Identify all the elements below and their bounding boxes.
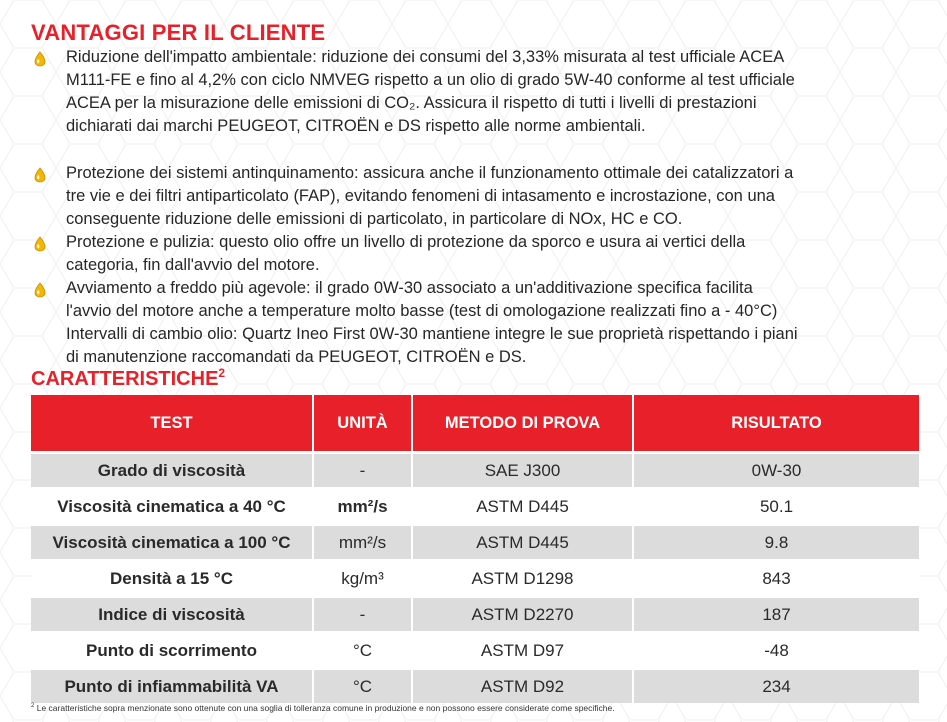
- table-row: [31, 525, 919, 561]
- benefit-line: Riduzione dell'impatto ambientale: riduzione dei consumi del 3,33% misurata al test ufficiale ACEA: [66, 48, 785, 66]
- table-row: [31, 453, 919, 489]
- benefit-item: [31, 231, 911, 277]
- cell-method: ASTM D445: [412, 489, 633, 525]
- section-title-benefits: VANTAGGI PER IL CLIENTE: [31, 20, 326, 45]
- cell-method: ASTM D92: [412, 669, 633, 704]
- cell-test: Viscosità cinematica a 40 °C: [31, 489, 313, 525]
- cell-method: SAE J300: [412, 453, 633, 489]
- benefit-line: l'avvio del motore anche a temperature molto basse (test di omologazione realizzati fino a - 40°C): [66, 302, 778, 320]
- table-row: [31, 489, 919, 525]
- footnote-text: Le caratteristiche sopra menzionate sono ottenute con una soglia di tolleranza comune in produzione e non possono essere considerate come specifiche.: [36, 703, 615, 713]
- column-header-result: RISULTATO: [633, 395, 919, 453]
- cell-result: 0W-30: [633, 453, 919, 489]
- cell-test: Grado di viscosità: [31, 453, 313, 489]
- column-header-test: TEST: [31, 395, 313, 453]
- benefit-line: dichiarati dai marchi PEUGEOT, CITROËN e DS rispetto alle norme ambientali.: [66, 117, 646, 135]
- benefit-line: di manutenzione raccomandati da PEUGEOT, CITROËN e DS.: [66, 348, 527, 366]
- table-row: [31, 561, 919, 597]
- benefit-line: Protezione dei sistemi antinquinamento: assicura anche il funzionamento ottimale dei catalizzatori a: [66, 164, 794, 182]
- benefit-line: Intervalli di cambio olio: Quartz Ineo First 0W-30 mantiene integre le sue proprietà rispettando i piani: [66, 325, 798, 343]
- cell-unit: kg/m³: [313, 561, 412, 597]
- cell-unit: -: [313, 453, 412, 489]
- cell-result: 234: [633, 669, 919, 704]
- cell-unit: -: [313, 597, 412, 633]
- table-header-row: [31, 395, 919, 453]
- cell-unit: °C: [313, 633, 412, 669]
- benefits-list: [31, 46, 911, 369]
- cell-unit: mm²/s: [313, 489, 412, 525]
- section-title-characteristics: [31, 366, 225, 391]
- footnote-marker: 2: [218, 366, 226, 380]
- benefit-line: Avviamento a freddo più agevole: il grado 0W-30 associato a un'additivazione specifica facilita: [66, 279, 753, 297]
- column-header-unit: UNITÀ: [313, 395, 412, 453]
- benefit-line: tre vie e dei filtri antiparticolato (FAP), evitando fenomeni di intasamento e incrostazione, con una: [66, 187, 775, 205]
- cell-method: ASTM D2270: [412, 597, 633, 633]
- cell-result: 9.8: [633, 525, 919, 561]
- cell-method: ASTM D1298: [412, 561, 633, 597]
- cell-test: Punto di scorrimento: [31, 633, 313, 669]
- oil-drop-icon: [33, 51, 47, 67]
- cell-result: 187: [633, 597, 919, 633]
- cell-result: -48: [633, 633, 919, 669]
- benefit-line: categoria, fin dall'avvio del motore.: [66, 256, 320, 274]
- benefit-line: conseguente riduzione delle emissioni di particolato, in particolare di NOx, HC e CO.: [66, 210, 683, 228]
- spacer: [31, 138, 911, 162]
- cell-method: ASTM D97: [412, 633, 633, 669]
- cell-test: Viscosità cinematica a 100 °C: [31, 525, 313, 561]
- benefit-line: M111-FE e fino al 4,2% con ciclo NMVEG rispetto a un olio di grado 5W-40 conforme al test ufficiale: [66, 71, 795, 89]
- oil-drop-icon: [33, 282, 47, 298]
- footnote-number: 2: [31, 703, 35, 710]
- benefit-item: [31, 46, 911, 138]
- oil-drop-icon: [33, 167, 47, 183]
- cell-unit: mm²/s: [313, 525, 412, 561]
- benefit-line: Protezione e pulizia: questo olio offre un livello di protezione da sporco e usura ai vertici della: [66, 233, 746, 251]
- table-row: [31, 597, 919, 633]
- table-row: [31, 669, 919, 704]
- cell-result: 843: [633, 561, 919, 597]
- table-row: [31, 633, 919, 669]
- cell-test: Indice di viscosità: [31, 597, 313, 633]
- cell-result: 50.1: [633, 489, 919, 525]
- benefit-item: [31, 162, 911, 231]
- cell-unit: °C: [313, 669, 412, 704]
- benefit-item: [31, 277, 911, 369]
- benefit-line: ACEA per la misurazione delle emissioni di CO₂. Assicura il rispetto di tutti i livelli di prestazioni: [66, 94, 757, 112]
- oil-drop-icon: [33, 236, 47, 252]
- cell-method: ASTM D445: [412, 525, 633, 561]
- footnote: [31, 703, 615, 713]
- column-header-method: METODO DI PROVA: [412, 395, 633, 453]
- cell-test: Punto di infiammabilità VA: [31, 669, 313, 704]
- characteristics-table: [31, 395, 919, 703]
- section-title-text: CARATTERISTICHE: [31, 368, 219, 390]
- cell-test: Densità a 15 °C: [31, 561, 313, 597]
